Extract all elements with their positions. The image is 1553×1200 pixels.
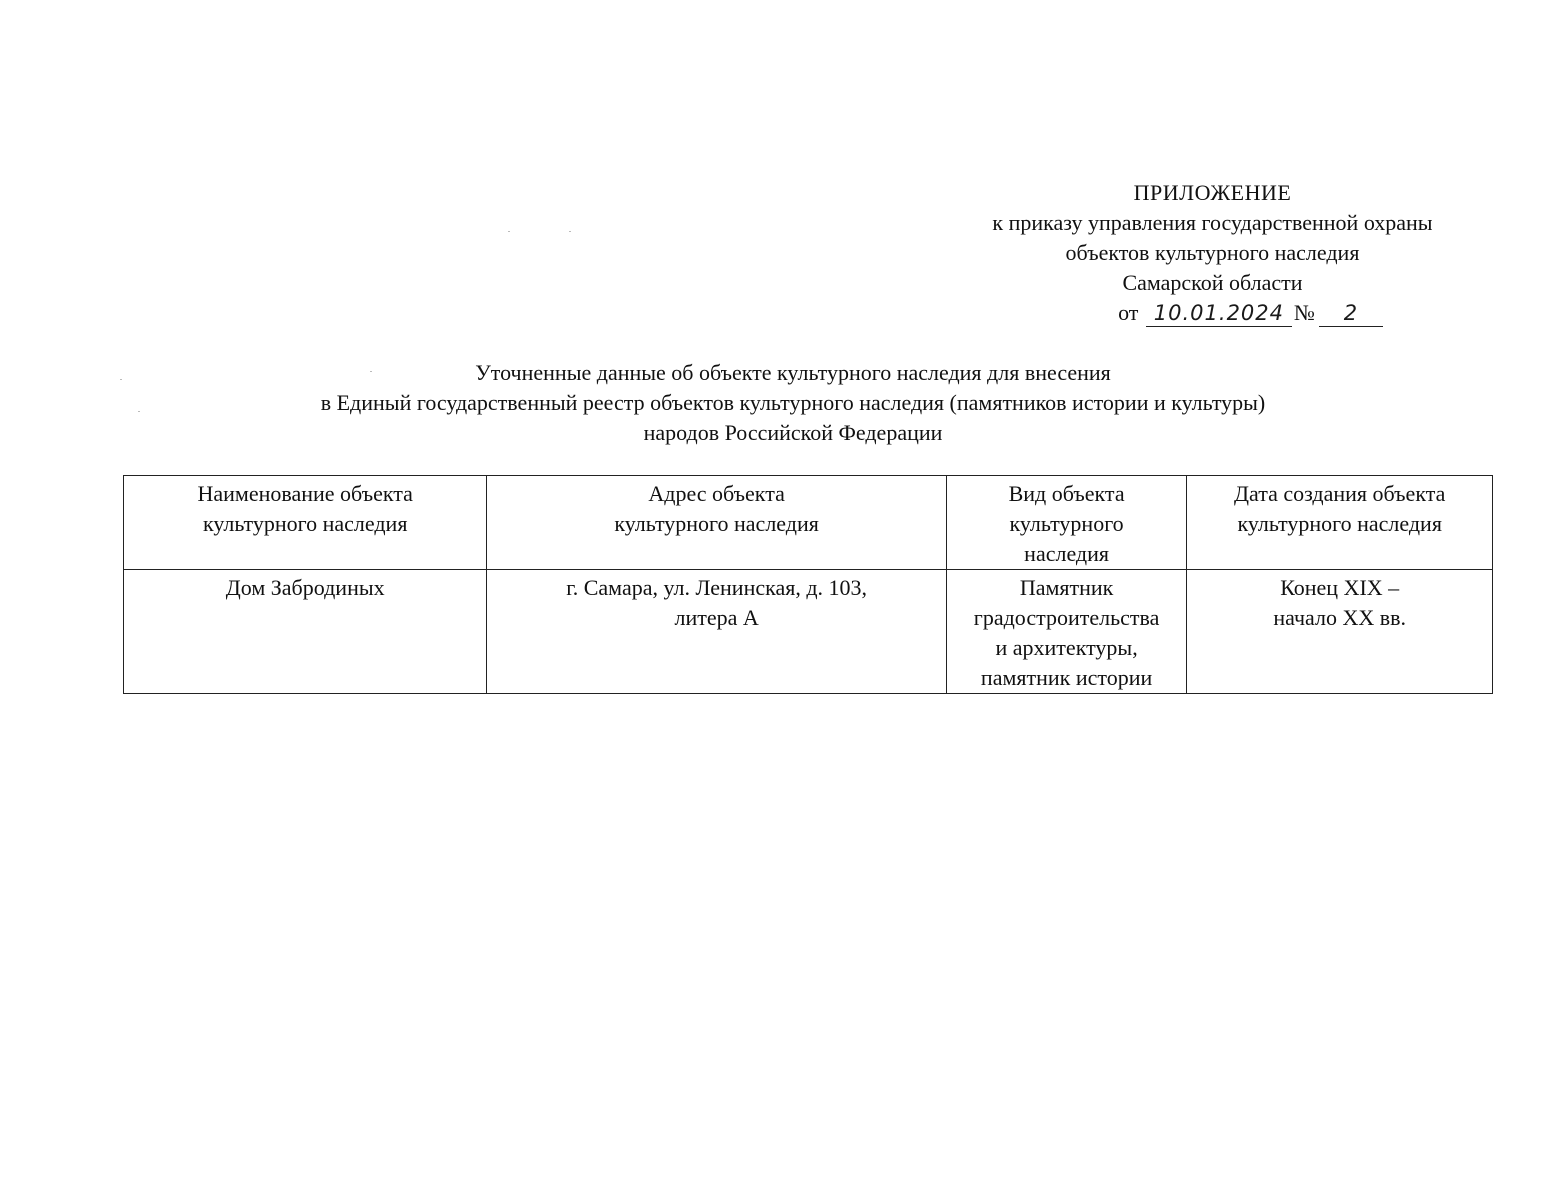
document-title-line-2: в Единый государственный реестр объектов культурного наследия (памятников истории и культуры) (320, 390, 1266, 415)
appendix-line-1: к приказу управления государственной охраны (992, 210, 1433, 235)
cell-type (946, 570, 1187, 694)
document-title-line-1: Уточненные данные об объекте культурного наследия для внесения (475, 360, 1111, 385)
scan-speck (508, 231, 510, 232)
handwritten-number: 2 (1319, 300, 1383, 327)
from-label: от (1118, 300, 1139, 325)
appendix-title: ПРИЛОЖЕНИЕ (1133, 180, 1292, 205)
cell-name (124, 570, 487, 694)
scan-speck (569, 231, 571, 232)
cell-text: г. Самара, ул. Ленинская, д. 103, (566, 575, 868, 600)
header-address (487, 476, 946, 570)
cell-text: и архитектуры, (995, 635, 1138, 660)
appendix-line-2: объектов культурного наследия (1065, 240, 1360, 265)
heritage-table (123, 475, 1493, 694)
header-text: культурного наследия (614, 511, 819, 536)
cell-date (1187, 570, 1493, 694)
header-text: культурного наследия (202, 511, 408, 536)
document-title (100, 358, 1486, 448)
header-type (946, 476, 1187, 570)
handwritten-date: 10.01.2024 (1146, 300, 1292, 327)
appendix-line-3: Самарской области (1122, 270, 1303, 295)
document-title-line-3: народов Российской Федерации (643, 420, 943, 445)
number-label: № (1293, 300, 1315, 325)
cell-text: начало XX вв. (1273, 605, 1407, 630)
table-row (124, 570, 1493, 694)
header-text: культурного наследия (1237, 511, 1442, 536)
header-text: Дата создания объекта (1234, 481, 1446, 506)
cell-text: Памятник (1019, 575, 1114, 600)
heritage-table-container (123, 475, 1493, 694)
header-text: Адрес объекта (648, 481, 785, 506)
header-name (124, 476, 487, 570)
header-text: культурного (1009, 511, 1124, 536)
cell-text: Дом Забродиных (225, 575, 385, 600)
header-date (1187, 476, 1493, 570)
appendix-header (930, 178, 1495, 328)
cell-address (487, 570, 946, 694)
cell-text: литера А (674, 605, 759, 630)
header-text: наследия (1024, 541, 1110, 566)
header-text: Наименование объекта (197, 481, 413, 506)
cell-text: Конец XIX – (1280, 575, 1400, 600)
cell-text: памятник истории (980, 665, 1153, 690)
cell-text: градостроительства (973, 605, 1160, 630)
order-reference (930, 298, 1495, 328)
header-text: Вид объекта (1008, 481, 1125, 506)
table-header-row (124, 476, 1493, 570)
